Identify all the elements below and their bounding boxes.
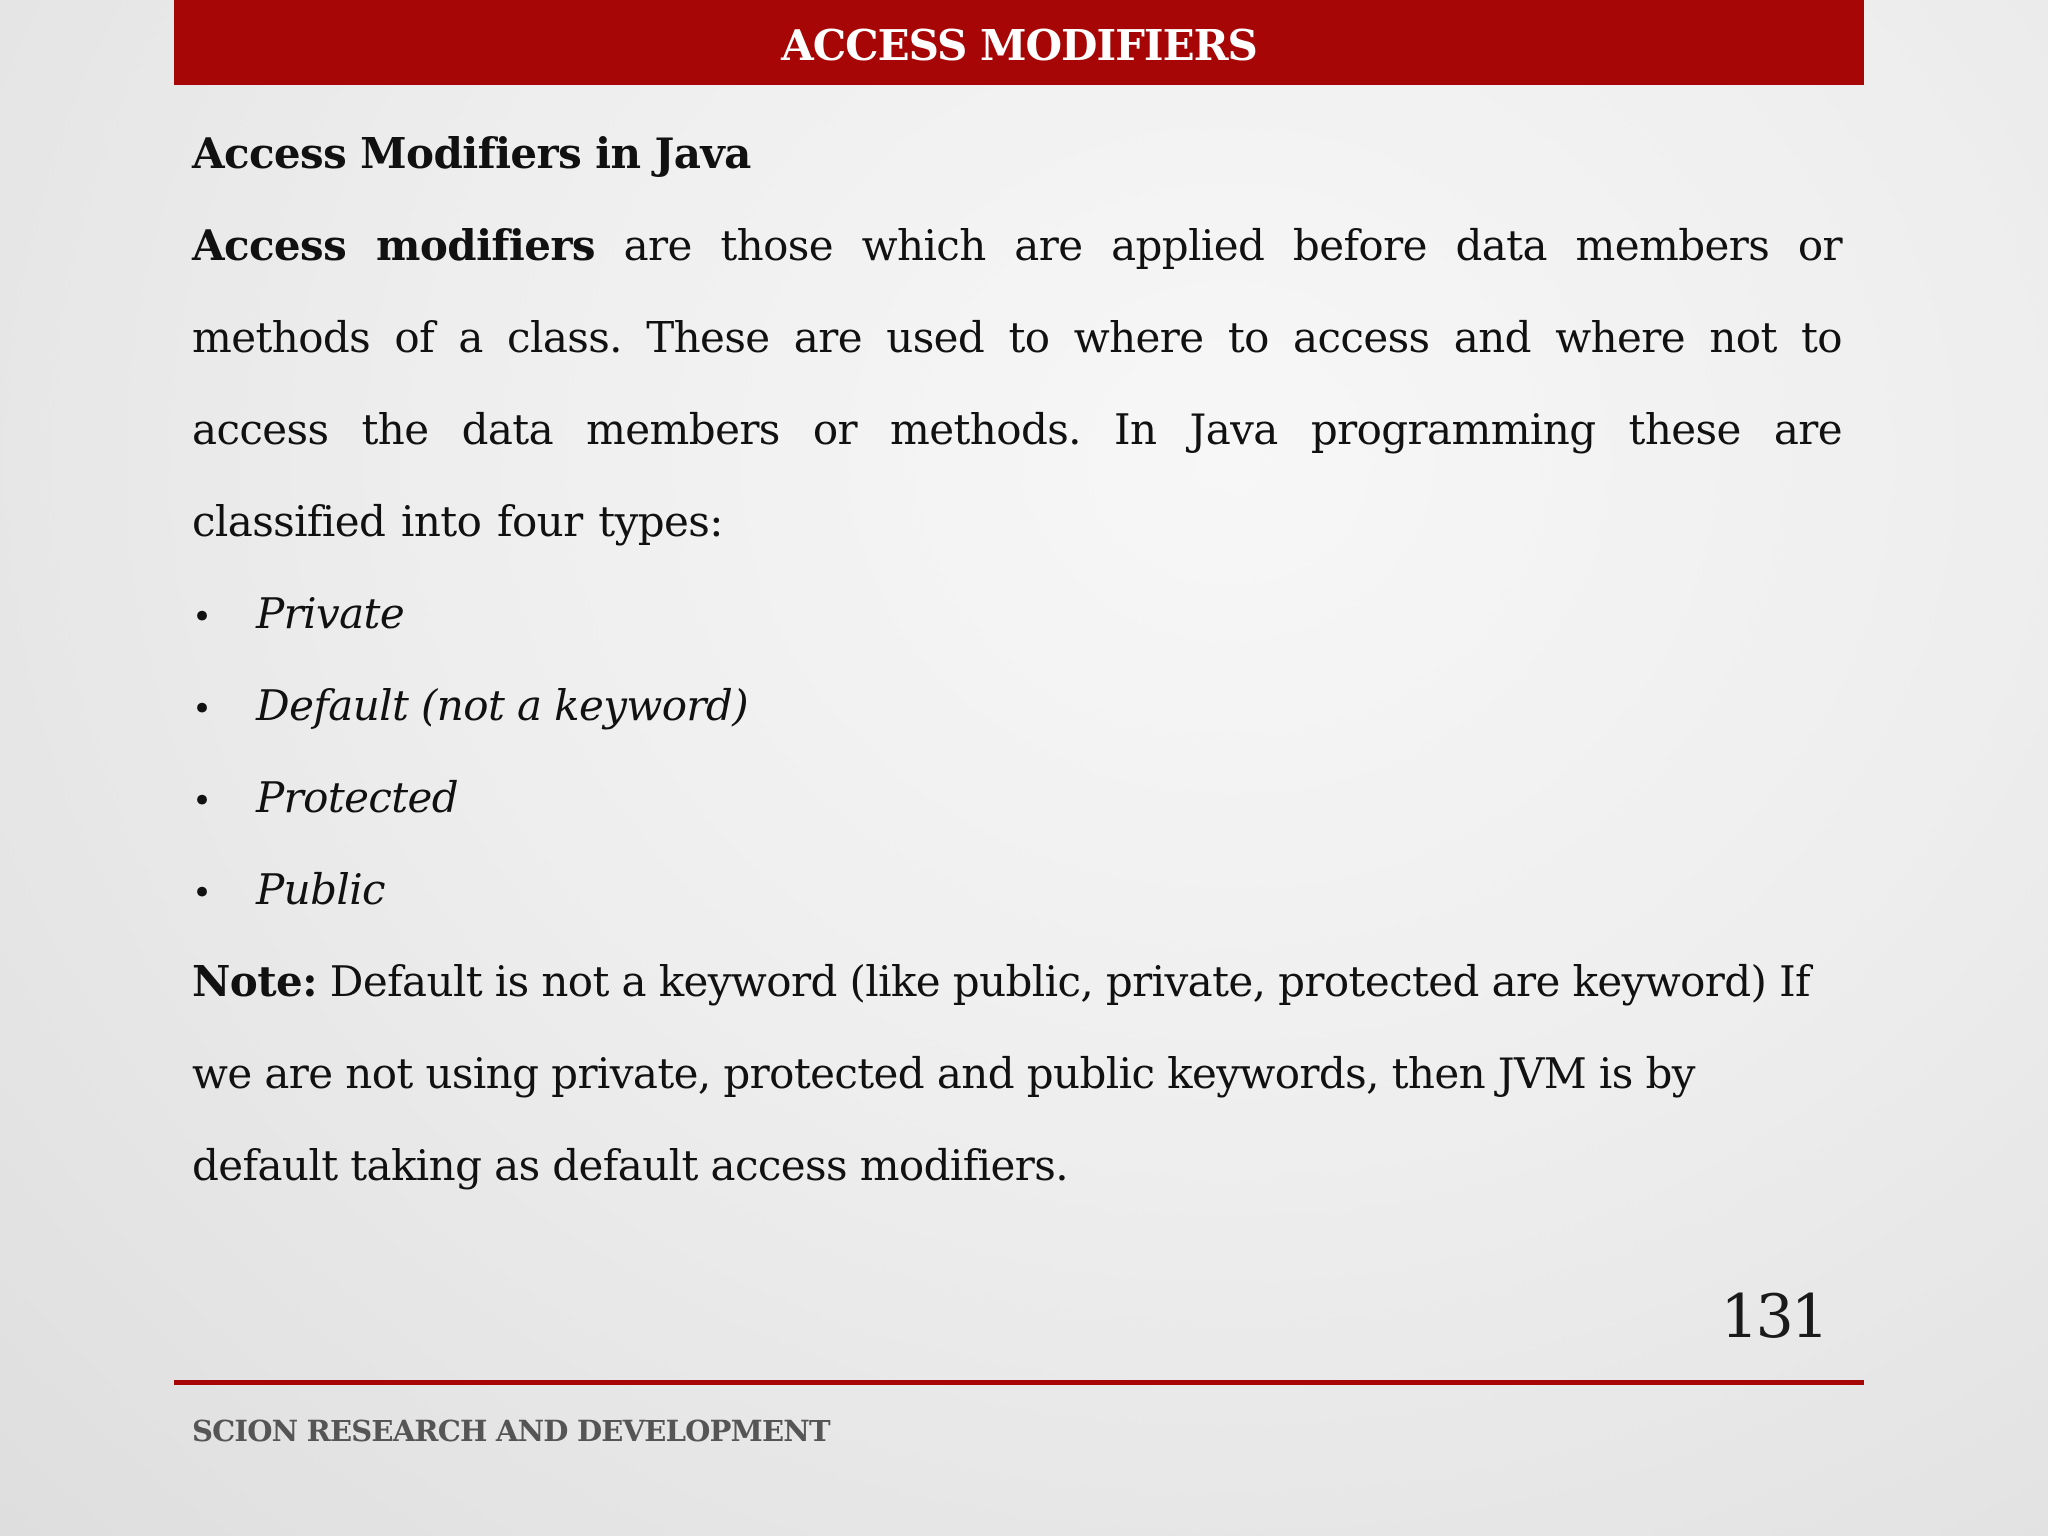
section-heading: Access Modifiers in Java — [192, 129, 751, 178]
slide-title: ACCESS MODIFIERS — [781, 21, 1257, 70]
list-item-label: Private — [256, 589, 405, 638]
title-bar — [174, 0, 1864, 85]
list-item — [192, 568, 1842, 660]
footer-divider — [174, 1380, 1864, 1385]
list-item — [192, 660, 1842, 752]
list-item-label: Protected — [256, 773, 459, 822]
intro-paragraph — [192, 200, 1842, 568]
list-item — [192, 752, 1842, 844]
bullet-icon: • — [192, 597, 212, 637]
slide-content — [192, 108, 1842, 1212]
note-paragraph — [192, 936, 1842, 1212]
modifier-list — [192, 568, 1842, 936]
intro-term: Access modifiers — [192, 221, 595, 270]
note-text: Default is not a keyword (like public, private, protected are keyword) If we are not using private, protected and public keywords, then JVM is by default taking as default access modifiers. — [192, 957, 1811, 1190]
note-label: Note: — [192, 957, 318, 1006]
bullet-icon: • — [192, 689, 212, 729]
list-item-label: Public — [256, 865, 385, 914]
intro-text: are those which are applied before data members or methods of a class. These are used to where to access and where not to access the data members or methods. In Java programming these are classified into four types: — [192, 221, 1843, 546]
list-item — [192, 844, 1842, 936]
bullet-icon: • — [192, 873, 212, 913]
bullet-icon: • — [192, 781, 212, 821]
footer-organization: SCION RESEARCH AND DEVELOPMENT — [192, 1414, 830, 1448]
page-number: 131 — [1720, 1282, 1826, 1352]
list-item-label: Default (not a keyword) — [256, 681, 748, 730]
